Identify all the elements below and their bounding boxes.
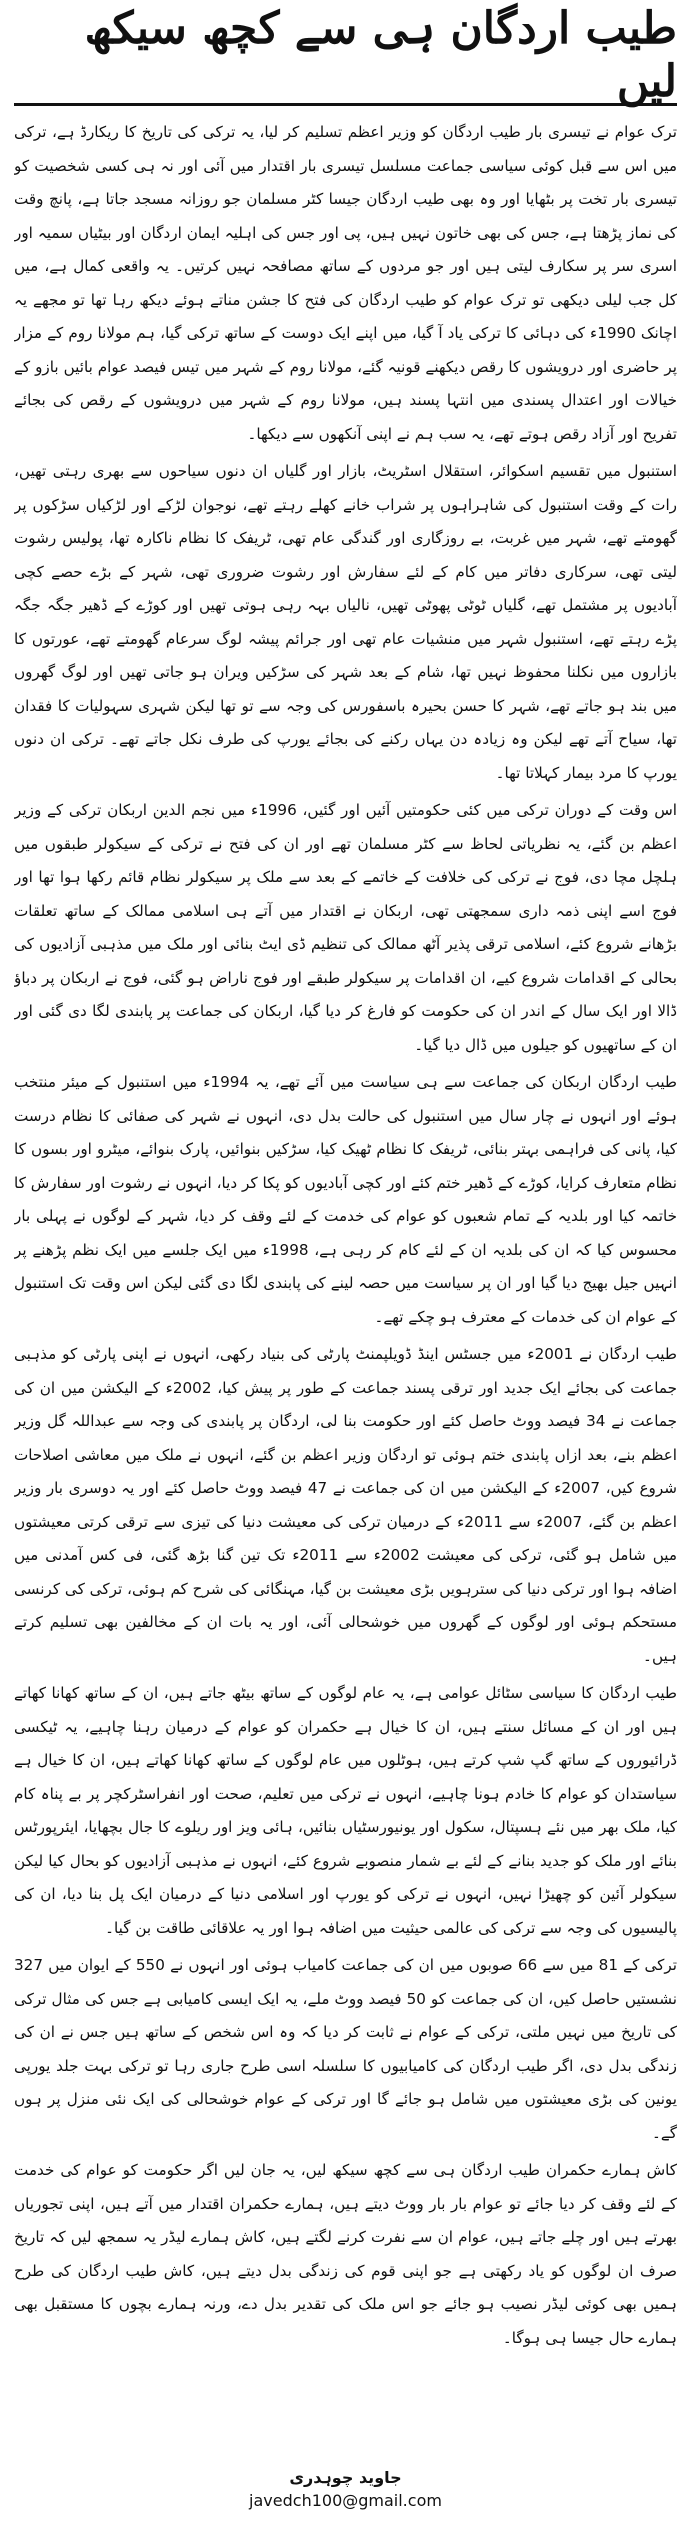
article-headline: طیب اردگان ہی سے کچھ سیکھ لیں xyxy=(84,2,677,107)
article-paragraph: اس وقت کے دوران ترکی میں کئی حکومتیں آئیں اور گئیں، 1996ء میں نجم الدین اربکان ترکی کے وزیر اعظم بن گئے، یہ نظریاتی لحاظ سے کٹر مسلمان تھے اور ان کی فتح نے ترکی کے سیکولر طبقوں میں ہلچل مچا دی، فوج نے ترکی کی خلافت کے خاتمے کے بعد سے ملک پر سیکولر نظام قائم رکھا ہوا تھا اور فوج اسے اپنی ذمہ داری سمجھتی تھی، اربکان نے اقتدار میں آتے ہی اسلامی ممالک کے ساتھ تعلقات بڑھانے شروع کئے، اسلامی ترقی پذیر آٹھ ممالک کی تنظیم ڈی ایٹ بنائی اور ملک میں مذہبی آزادیوں کی بحالی کے اقدامات شروع کیے، ان اقدامات پر سیکولر طبقے اور فوج ناراض ہو گئی، فوج نے اربکان پر دباؤ ڈالا اور ایک سال کے اندر ان کی حکومت کو فارغ کر دیا گیا، اربکان کی جماعت پر پابندی لگا دی گئی اور ان کے ساتھیوں کو جیلوں میں ڈال دیا گیا۔ xyxy=(14,801,677,1054)
article-paragraph: ترکی کے 81 میں سے 66 صوبوں میں ان کی جماعت کامیاب ہوئی اور انہوں نے 550 کے ایوان میں 327 نشستیں حاصل کیں، ان کی جماعت کو 50 فیصد ووٹ ملے، یہ ایک ایسی کامیابی ہے جس کی مثال ترکی کی تاریخ میں نہیں ملتی، ترکی کے عوام نے ثابت کر دیا کہ وہ اس شخص کے ساتھ ہیں جس نے ان کی زندگی بدل دی، اگر طیب اردگان کی کامیابیوں کا سلسلہ اسی طرح جاری رہا تو ترکی بہت جلد یورپی یونین کی بڑی معیشتوں میں شامل ہو جائے گا اور ترکی کے عوام خوشحالی کی ایک نئی منزل پر ہوں گے۔ xyxy=(14,1956,677,2142)
author-email: javedch100@gmail.com xyxy=(249,2491,442,2510)
article-paragraph: ترک عوام نے تیسری بار طیب اردگان کو وزیر اعظم تسلیم کر لیا، یہ ترکی کی تاریخ کا ریکارڈ ہے، ترکی میں اس سے قبل کوئی سیاسی جماعت مسلسل تیسری بار اقتدار میں آئی اور نہ ہی کسی شخصیت کو تیسری بار تخت پر بٹھایا اور وہ بھی طیب اردگان جیسا کٹر مسلمان جو روزانہ مسجد جاتا ہے، پانچ وقت کی نماز پڑھتا ہے، جس کی بھی خاتون نہیں ہیں، پی اور جس کی اہلیہ ایمان اردگان اور بیٹیاں سمیہ اور اسری سر پر سکارف لیتی ہیں اور جو مردوں کے ساتھ مصافحہ نہیں کرتیں۔ یہ واقعی کمال ہے، میں کل جب لیلی دیکھی تو ترک عوام کو طیب اردگان کی فتح کا جشن مناتے ہوئے دیکھ رہا تھا تو مجھے یہ اچانک 1990ء کی دہائی کا ترکی یاد آ گیا، میں اپنے ایک دوست کے ساتھ ترکی گیا، ہم مولانا روم کے مزار پر حاضری اور درویشوں کا رقص دیکھنے قونیہ گئے، مولانا روم کے شہر میں تیس فیصد عوام بائیں بازو کے خیالات اور اعتدال پسندی میں انتہا پسند ہیں، مولانا روم کے شہر میں درویشوں کے رقص کی بجائے تفریح اور آزاد رقص ہوتے تھے، یہ سب ہم نے اپنی آنکھوں سے دیکھا۔ xyxy=(14,123,677,443)
article-body xyxy=(14,116,677,2464)
byline-block xyxy=(14,2464,677,2512)
article-paragraph: طیب اردگان اربکان کی جماعت سے ہی سیاست میں آئے تھے، یہ 1994ء میں استنبول کے میئر منتخب ہوئے اور انہوں نے چار سال میں استنبول کی حالت بدل دی، انہوں نے شہر کی صفائی کا نظام درست کیا، پانی کی فراہمی بہتر بنائی، ٹریفک کا نظام ٹھیک کیا، سڑکیں بنوائیں، پارک بنوائے، میٹرو اور بسوں کا نظام متعارف کرایا، کوڑے کے ڈھیر ختم کئے اور کچی آبادیوں کو پکا کر دیا، انہوں نے رشوت اور سفارش کا خاتمہ کیا اور بلدیہ کے تمام شعبوں کو عوام کی خدمت کے لئے وقف کر دیا، شہر کے لوگوں نے پہلی بار محسوس کیا کہ ان کی بلدیہ ان کے لئے کام کر رہی ہے، 1998ء میں ایک جلسے میں ایک نظم پڑھنے پر انہیں جیل بھیج دیا گیا اور ان پر سیاست میں حصہ لینے کی پابندی لگا دی گئی لیکن اس وقت تک استنبول کے عوام ان کی خدمات کے معترف ہو چکے تھے۔ xyxy=(14,1073,677,1326)
headline-box xyxy=(14,2,677,107)
author-name: جاوید چوہدری xyxy=(289,2468,402,2487)
article-paragraph: استنبول میں تقسیم اسکوائر، استقلال اسٹریٹ، بازار اور گلیاں ان دنوں سیاحوں سے بھری رہتی تھیں، رات کے وقت استنبول کی شاہراہوں پر شراب خانے کھلے رہتے تھے، نوجوان لڑکے اور لڑکیاں سڑکوں پر گھومتے تھے، شہر میں غربت، بے روزگاری اور گندگی عام تھی، ٹریفک کا نظام ناکارہ تھا، پولیس رشوت لیتی تھی، سرکاری دفاتر میں کام کے لئے سفارش اور رشوت ضروری تھی، شہر کے بڑے حصے کچی آبادیوں پر مشتمل تھے، گلیاں ٹوٹی پھوٹی تھیں، نالیاں بہہ رہی ہوتی تھیں اور کوڑے کے ڈھیر جگہ جگہ پڑے رہتے تھے، استنبول شہر میں منشیات عام تھی اور جرائم پیشہ لوگ سرعام گھومتے تھے، عورتوں کا بازاروں میں نکلنا محفوظ نہیں تھا، شام کے بعد شہر کی سڑکیں ویران ہو جاتی تھیں اور لوگ گھروں میں بند ہو جاتے تھے، شہر کا حسن بحیرہ باسفورس کی وجہ سے تو تھا لیکن شہری سہولیات کا فقدان تھا، سیاح آتے تھے لیکن وہ زیادہ دن یہاں رکنے کی بجائے یورپ کی طرف نکل جاتے تھے۔ ترکی ان دنوں یورپ کا مرد بیمار کہلاتا تھا۔ xyxy=(14,462,677,782)
article-paragraph: طیب اردگان کا سیاسی سٹائل عوامی ہے، یہ عام لوگوں کے ساتھ بیٹھ جاتے ہیں، ان کے ساتھ کھانا کھاتے ہیں اور ان کے مسائل سنتے ہیں، ان کا خیال ہے حکمران کو عوام کے درمیان رہنا چاہیے، یہ ٹیکسی ڈرائیوروں کے ساتھ گپ شپ کرتے ہیں، ہوٹلوں میں عام لوگوں کے ساتھ کھانا کھاتے ہیں، ان کا خیال ہے سیاستدان کو عوام کا خادم ہونا چاہیے، انہوں نے ترکی میں تعلیم، صحت اور انفراسٹرکچر پر بے پناہ کام کیا، ملک بھر میں نئے ہسپتال، سکول اور یونیورسٹیاں بنائیں، ہائی ویز اور ریلوے کا جال بچھایا، ایئرپورٹس بنائے اور ملک کو جدید بنانے کے لئے بے شمار منصوبے شروع کئے، انہوں نے مذہبی آزادیوں کو بحال کیا لیکن سیکولر آئین کو چھیڑا نہیں، انہوں نے ترکی کو یورپ اور اسلامی دنیا کے درمیان ایک پل بنا دیا، ان کی پالیسیوں کی وجہ سے ترکی کی عالمی حیثیت میں اضافہ ہوا اور یہ علاقائی طاقت بن گیا۔ xyxy=(14,1684,677,1937)
article-paragraph: طیب اردگان نے 2001ء میں جسٹس اینڈ ڈویلپمنٹ پارٹی کی بنیاد رکھی، انہوں نے اپنی پارٹی کو مذہبی جماعت کی بجائے ایک جدید اور ترقی پسند جماعت کے طور پر پیش کیا، 2002ء کے الیکشن میں ان کی جماعت نے 34 فیصد ووٹ حاصل کئے اور حکومت بنا لی، اردگان پر پابندی کی وجہ سے عبداللہ گل وزیر اعظم بنے، بعد ازاں پابندی ختم ہوئی تو اردگان وزیر اعظم بن گئے، انہوں نے ملک میں معاشی اصلاحات شروع کیں، 2007ء کے الیکشن میں ان کی جماعت نے 47 فیصد ووٹ حاصل کئے اور یہ دوسری بار وزیر اعظم بن گئے، 2007ء سے 2011ء کے درمیان ترکی کی معیشت دنیا کی تیزی سے ترقی کرتی معیشتوں میں شامل ہو گئی، ترکی کی معیشت 2002ء سے 2011ء تک تین گنا بڑھ گئی، فی کس آمدنی میں اضافہ ہوا اور ترکی دنیا کی سترہویں بڑی معیشت بن گیا، مہنگائی کی شرح کم ہوئی، ترکی کی کرنسی مستحکم ہوئی اور لوگوں کے گھروں میں خوشحالی آئی، اور یہ بات ان کے مخالفین بھی تسلیم کرتے ہیں۔ xyxy=(14,1345,677,1665)
article-paragraph: کاش ہمارے حکمران طیب اردگان ہی سے کچھ سیکھ لیں، یہ جان لیں اگر حکومت کو عوام کی خدمت کے لئے وقف کر دیا جائے تو عوام بار بار ووٹ دیتے ہیں، ہمارے حکمران اقتدار میں آتے ہیں، اپنی تجوریاں بھرتے ہیں اور چلے جاتے ہیں، عوام ان سے نفرت کرنے لگتے ہیں، کاش ہمارے لیڈر یہ سمجھ لیں کہ تاریخ صرف ان لوگوں کو یاد رکھتی ہے جو اپنی قوم کی زندگی بدل دیتے ہیں، کاش طیب اردگان کی طرح ہمیں بھی کوئی لیڈر نصیب ہو جائے جو اس ملک کی تقدیر بدل دے، ورنہ ہمارے بچوں کا مستقبل بھی ہمارے حال جیسا ہی ہوگا۔ xyxy=(14,2161,677,2347)
